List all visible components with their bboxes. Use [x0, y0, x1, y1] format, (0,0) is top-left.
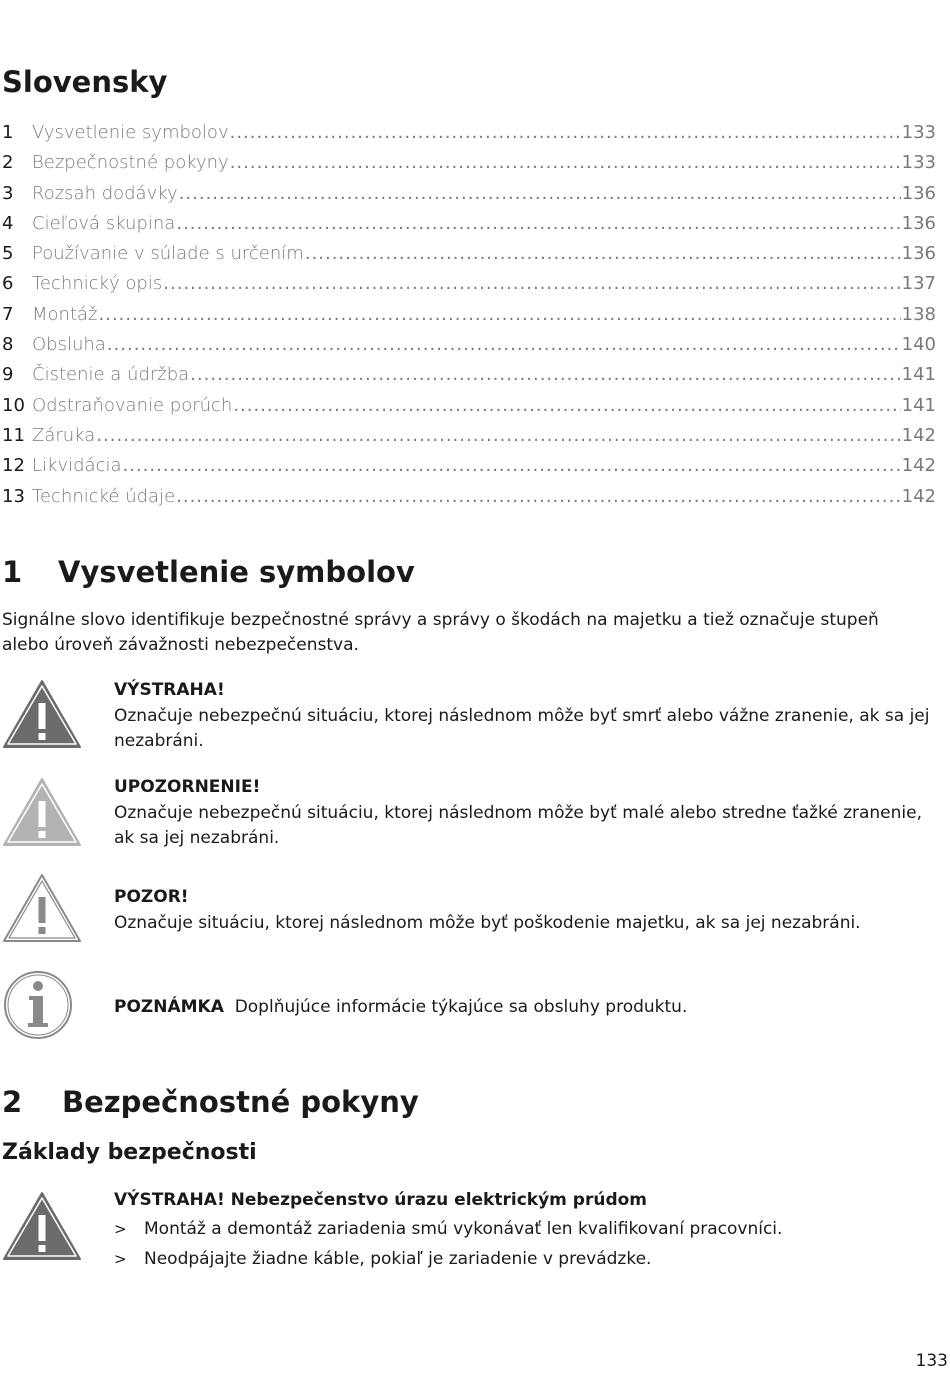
- symbol-caution: [114, 775, 940, 852]
- symbol-notice-text: Označuje situáciu, ktorej následnom môže byť poškodenie majetku, ak sa jej nezabráni.: [114, 912, 861, 933]
- toc-entry-label: Technické údaje: [32, 485, 176, 507]
- toc-entry-label: Montáž: [32, 303, 98, 325]
- toc-entry[interactable]: [2, 179, 936, 209]
- toc-entry-page: 138: [901, 303, 936, 325]
- toc-dot-leader: [96, 421, 900, 451]
- symbol-warning-label: VÝSTRAHA!: [114, 680, 225, 700]
- toc-entry-page: 142: [901, 455, 936, 477]
- toc-dot-leader: [163, 269, 900, 299]
- toc-entry-label: Likvidácia: [32, 455, 122, 477]
- toc-entry-label: Záruka: [32, 424, 96, 446]
- toc-entry-label: Cieľová skupina: [32, 212, 176, 234]
- toc-entry-label: Vysvetlenie symbolov: [32, 122, 229, 143]
- section-2-heading: [2, 1082, 419, 1122]
- section-1-heading: [2, 552, 415, 592]
- toc-entry-number: 1: [2, 122, 14, 143]
- toc-entry-page: 141: [901, 364, 936, 386]
- toc-entry-page: 133: [901, 122, 936, 143]
- language-title: Slovensky: [2, 65, 168, 99]
- toc-dot-leader: [179, 179, 901, 209]
- list-item: > Montáž a demontáž zariadenia smú vykonávať len kvalifikovaní pracovníci.: [114, 1214, 940, 1244]
- toc-dot-leader: [233, 391, 900, 421]
- toc-entry-number: 4: [2, 212, 14, 234]
- list-item: > Neodpájajte žiadne káble, pokiaľ je zariadenie v prevádzke.: [114, 1244, 940, 1274]
- symbol-warning-text: Označuje nebezpečnú situáciu, ktorej následnom môže byť smrť alebo vážne zranenie, ak sa jej nezabráni.: [114, 705, 930, 751]
- symbol-warning: [114, 678, 940, 755]
- toc-entry-label: Technický opis: [32, 273, 163, 295]
- toc-entry[interactable]: [2, 209, 936, 239]
- symbol-notice-label: POZOR!: [114, 887, 189, 907]
- toc-entry[interactable]: [2, 391, 936, 421]
- toc-entry-number: 11: [2, 424, 25, 446]
- toc-dot-leader: [230, 148, 901, 178]
- toc-dot-leader: [176, 482, 901, 512]
- toc-entry-page: 136: [901, 182, 936, 204]
- toc-entry[interactable]: [2, 360, 936, 390]
- toc-entry-number: 5: [2, 243, 14, 265]
- warning-triangle-light-icon: [2, 776, 82, 848]
- section-2-subtitle: Základy bezpečnosti: [2, 1140, 257, 1165]
- safety-warning-list: [114, 1214, 940, 1274]
- toc-entry-page: 136: [901, 212, 936, 234]
- section-2-title: Bezpečnostné pokyny: [62, 1085, 419, 1119]
- toc-entry-label: Používanie v súlade s určením: [32, 243, 304, 265]
- symbol-caution-label: UPOZORNENIE!: [114, 777, 261, 797]
- toc-entry-page: 141: [901, 394, 936, 416]
- toc-dot-leader: [305, 239, 901, 269]
- table-of-contents: [2, 118, 936, 512]
- toc-entry-number: 10: [2, 394, 25, 416]
- toc-entry-number: 9: [2, 364, 14, 386]
- toc-entry[interactable]: [2, 300, 936, 330]
- section-1-title: Vysvetlenie symbolov: [58, 555, 415, 589]
- toc-entry[interactable]: [2, 451, 936, 481]
- toc-entry[interactable]: [2, 421, 936, 451]
- toc-entry-number: 13: [2, 485, 25, 507]
- toc-entry[interactable]: [2, 482, 936, 512]
- toc-entry-number: 7: [2, 303, 14, 325]
- toc-entry[interactable]: [2, 330, 936, 360]
- symbol-note-label: POZNÁMKA: [114, 997, 224, 1017]
- toc-entry-number: 6: [2, 273, 14, 295]
- symbol-caution-text: Označuje nebezpečnú situáciu, ktorej následnom môže byť malé alebo stredne ťažké zranenie, ak sa jej nezabráni.: [114, 802, 923, 848]
- warning-triangle-dark-icon: [2, 678, 82, 750]
- toc-dot-leader: [107, 330, 901, 360]
- warning-triangle-outline-icon: [2, 872, 82, 944]
- toc-entry-page: 142: [901, 424, 936, 446]
- section-2-number: 2: [2, 1085, 23, 1119]
- toc-entry[interactable]: [2, 239, 936, 269]
- toc-entry[interactable]: [2, 269, 936, 299]
- toc-entry-label: Rozsah dodávky: [32, 182, 178, 204]
- toc-entry-label: Čistenie a údržba: [32, 364, 190, 386]
- info-circle-icon: [2, 968, 82, 1040]
- warning-triangle-dark-icon: [2, 1190, 82, 1262]
- page-number: 133: [915, 1351, 948, 1371]
- toc-entry-number: 8: [2, 334, 14, 356]
- safety-warning: [114, 1188, 940, 1274]
- toc-dot-leader: [99, 300, 901, 330]
- toc-entry-page: 133: [901, 152, 936, 174]
- toc-entry-page: 137: [901, 273, 936, 295]
- toc-entry-label: Bezpečnostné pokyny: [32, 152, 229, 174]
- toc-entry-label: Odstraňovanie porúch: [32, 394, 233, 416]
- symbol-note: [114, 995, 940, 1021]
- section-1-number: 1: [2, 555, 23, 589]
- section-1-intro: Signálne slovo identifikuje bezpečnostné správy a správy o škodách na majetku a tiež označuje stupeň alebo úroveň závažnosti nebezpečenstva.: [2, 610, 879, 655]
- toc-entry-page: 140: [901, 334, 936, 356]
- toc-entry[interactable]: [2, 118, 936, 148]
- toc-entry-number: 3: [2, 182, 14, 204]
- toc-entry-number: 2: [2, 152, 14, 174]
- toc-dot-leader: [230, 118, 901, 148]
- symbol-note-text: Doplňujúce informácie týkajúce sa obsluhy produktu.: [234, 997, 688, 1017]
- safety-warning-label: VÝSTRAHA! Nebezpečenstvo úrazu elektrickým prúdom: [114, 1190, 648, 1210]
- toc-dot-leader: [176, 209, 900, 239]
- toc-dot-leader: [190, 360, 900, 390]
- toc-entry-page: 142: [901, 485, 936, 507]
- toc-entry-number: 12: [2, 455, 25, 477]
- toc-entry[interactable]: [2, 148, 936, 178]
- symbol-notice: [114, 885, 940, 936]
- toc-entry-page: 136: [901, 243, 936, 265]
- toc-entry-label: Obsluha: [32, 334, 106, 356]
- toc-dot-leader: [123, 451, 901, 481]
